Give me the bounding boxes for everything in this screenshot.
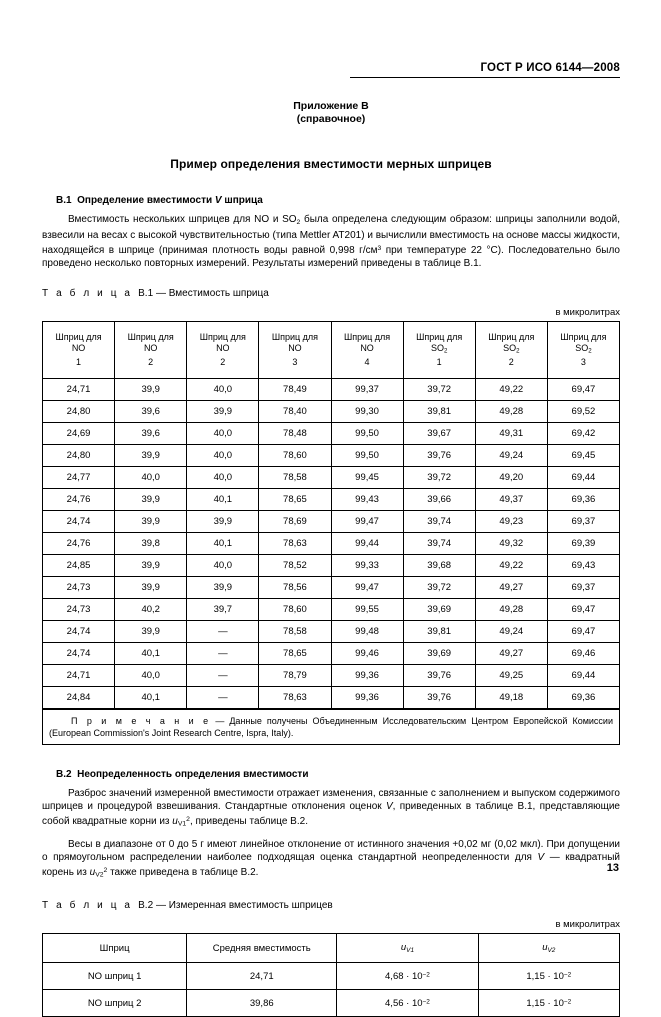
cell: 24,85 bbox=[43, 555, 115, 577]
cell: 39,9 bbox=[115, 555, 187, 577]
table-row bbox=[43, 687, 620, 709]
cell: 78,79 bbox=[259, 665, 331, 687]
cell: 24,80 bbox=[43, 445, 115, 467]
cell: 39,68 bbox=[403, 555, 475, 577]
cell-mean: 39,86 bbox=[187, 990, 337, 1017]
cell: 40,0 bbox=[187, 423, 259, 445]
cell: 78,40 bbox=[259, 401, 331, 423]
cell: 39,9 bbox=[115, 621, 187, 643]
col1-line1: Шприц для bbox=[127, 331, 174, 342]
cell: 39,72 bbox=[403, 577, 475, 599]
cell: 78,58 bbox=[259, 467, 331, 489]
col0-line3: 1 bbox=[76, 357, 82, 368]
section-b2-title: Неопределенность определения вместимости bbox=[77, 769, 309, 781]
table-b2-caption-text: — Измеренная вместимость шприцев bbox=[155, 900, 333, 912]
table-b1-col-2 bbox=[187, 322, 259, 379]
cell: 39,74 bbox=[403, 533, 475, 555]
table-b1-col-3 bbox=[259, 322, 331, 379]
cell: 39,76 bbox=[403, 665, 475, 687]
cell: 49,37 bbox=[475, 489, 547, 511]
cell: — bbox=[187, 687, 259, 709]
table-row bbox=[43, 665, 620, 687]
uv1-exponent: −2 bbox=[422, 997, 430, 1005]
cell: 39,6 bbox=[115, 423, 187, 445]
cell: 99,36 bbox=[331, 687, 403, 709]
table-b1-col-5 bbox=[403, 322, 475, 379]
cell: 49,25 bbox=[475, 665, 547, 687]
col4-line2 bbox=[332, 343, 403, 357]
cell: 78,63 bbox=[259, 687, 331, 709]
table-row bbox=[43, 401, 620, 423]
cell: 40,0 bbox=[187, 555, 259, 577]
cell-mean: 24,71 bbox=[187, 963, 337, 990]
table-b2-col-uv1 bbox=[337, 934, 478, 963]
cell: 39,69 bbox=[403, 599, 475, 621]
cell: 40,2 bbox=[115, 599, 187, 621]
cell: 99,37 bbox=[331, 379, 403, 401]
page-number: 13 bbox=[606, 862, 619, 874]
uv2-exponent: −2 bbox=[563, 997, 572, 1005]
cell: 69,46 bbox=[547, 643, 619, 665]
table-b2-caption-label: Т а б л и ц а bbox=[42, 900, 133, 912]
table-b2-caption-number: В.2 bbox=[138, 900, 154, 912]
table-row bbox=[43, 489, 620, 511]
cell: 39,9 bbox=[115, 511, 187, 533]
col6-line3: 2 bbox=[508, 357, 514, 368]
cell: 24,84 bbox=[43, 687, 115, 709]
cell-uv2 bbox=[478, 963, 619, 990]
table-row bbox=[43, 990, 620, 1017]
section-b1-symbol: V bbox=[214, 195, 222, 206]
cell: 39,9 bbox=[115, 577, 187, 599]
table-b1-caption-text: — Вместимость шприца bbox=[155, 288, 269, 300]
cell: 69,52 bbox=[547, 401, 619, 423]
uv2-mantissa: 1,15 · 10 bbox=[526, 997, 564, 1009]
b2-p2-sub2: V2 bbox=[95, 872, 104, 880]
cell: 39,8 bbox=[115, 533, 187, 555]
table-row bbox=[43, 577, 620, 599]
cell: 49,23 bbox=[475, 511, 547, 533]
header-divider bbox=[350, 77, 620, 78]
cell: 39,81 bbox=[403, 401, 475, 423]
cell: 39,69 bbox=[403, 643, 475, 665]
b2-p1-part2: , приведенных в таблице В.1, представляющие собой квадратные корни из bbox=[42, 801, 620, 828]
table-b1-col-7 bbox=[547, 322, 619, 379]
cell: 24,71 bbox=[43, 665, 115, 687]
cell: 39,66 bbox=[403, 489, 475, 511]
section-b2-heading bbox=[42, 769, 620, 780]
cell: 24,69 bbox=[43, 423, 115, 445]
table-b2-caption bbox=[42, 900, 620, 911]
cell: 99,30 bbox=[331, 401, 403, 423]
cell: 69,37 bbox=[547, 511, 619, 533]
page-content bbox=[42, 0, 620, 1017]
cell: 39,9 bbox=[115, 489, 187, 511]
table-row bbox=[43, 555, 620, 577]
cell: 39,76 bbox=[403, 445, 475, 467]
cell: 40,1 bbox=[115, 687, 187, 709]
cell: 78,65 bbox=[259, 489, 331, 511]
cell: 40,1 bbox=[187, 533, 259, 555]
table-b2-col-uv2 bbox=[478, 934, 619, 963]
cell: 49,24 bbox=[475, 621, 547, 643]
col4-line3: 4 bbox=[364, 357, 370, 368]
cell: 49,32 bbox=[475, 533, 547, 555]
section-b2-paragraph-1 bbox=[42, 787, 620, 831]
cell: 39,72 bbox=[403, 379, 475, 401]
cell: 49,22 bbox=[475, 555, 547, 577]
cell: 49,24 bbox=[475, 445, 547, 467]
cell: 69,44 bbox=[547, 665, 619, 687]
cell: 39,6 bbox=[115, 401, 187, 423]
uv1-mantissa: 4,56 · 10 bbox=[385, 997, 423, 1009]
cell: 40,0 bbox=[187, 379, 259, 401]
cell: 69,47 bbox=[547, 621, 619, 643]
col6-line2-text: SO bbox=[503, 343, 517, 353]
table-b2-header-row bbox=[43, 934, 620, 963]
table-b1-caption-label: Т а б л и ц а bbox=[42, 288, 133, 300]
table-b2-col-syringe: Шприц bbox=[43, 934, 187, 963]
table-row bbox=[43, 379, 620, 401]
table-row bbox=[43, 423, 620, 445]
cell: 24,74 bbox=[43, 511, 115, 533]
annex-subtitle: (справочное) bbox=[296, 113, 366, 125]
cell: 78,56 bbox=[259, 577, 331, 599]
b2-p2-part2: — квадратный корень из bbox=[42, 852, 620, 879]
table-b1-note bbox=[42, 709, 620, 745]
table-b1-caption-number: В.1 bbox=[138, 288, 154, 300]
table-row bbox=[43, 599, 620, 621]
cell: 40,1 bbox=[187, 489, 259, 511]
cell: 99,43 bbox=[331, 489, 403, 511]
cell-syringe: NO шприц 1 bbox=[43, 963, 187, 990]
cell-uv1 bbox=[337, 990, 478, 1017]
annex-title: Приложение В bbox=[293, 100, 369, 112]
note-label: П р и м е ч а н и е bbox=[71, 716, 211, 727]
table-b1-units: в микролитрах bbox=[555, 307, 620, 319]
cell: 99,47 bbox=[331, 511, 403, 533]
cell: — bbox=[187, 621, 259, 643]
col7-line3: 3 bbox=[580, 357, 586, 368]
col3-line3: 3 bbox=[292, 357, 298, 368]
cell: 40,1 bbox=[115, 643, 187, 665]
cell: 49,31 bbox=[475, 423, 547, 445]
uv2-subscript: V2 bbox=[547, 947, 556, 955]
cell: 99,46 bbox=[331, 643, 403, 665]
cell: 69,43 bbox=[547, 555, 619, 577]
uv2-symbol: u bbox=[542, 942, 548, 954]
table-b1-caption bbox=[42, 288, 620, 299]
uv1-exponent: −2 bbox=[422, 970, 430, 978]
col2-line2-text: NO bbox=[216, 343, 230, 353]
section-b2-number: В.2 bbox=[56, 769, 72, 781]
document-header bbox=[42, 0, 620, 74]
table-b2-head bbox=[43, 934, 620, 963]
table-row bbox=[43, 445, 620, 467]
b2-p2-sup2: 2 bbox=[103, 867, 108, 875]
cell: 99,44 bbox=[331, 533, 403, 555]
cell: 49,28 bbox=[475, 401, 547, 423]
b1-text-part3: при температуре 22 °С). Последовательно было проведено несколько повторных измерений. Результаты измерений приведены в таблице В.1. bbox=[42, 244, 620, 270]
cell-uv2 bbox=[478, 990, 619, 1017]
cell: 49,18 bbox=[475, 687, 547, 709]
cell: 69,44 bbox=[547, 467, 619, 489]
cell: 40,0 bbox=[115, 467, 187, 489]
cell: 99,47 bbox=[331, 577, 403, 599]
table-b1-col-6 bbox=[475, 322, 547, 379]
cell: 39,81 bbox=[403, 621, 475, 643]
page-title: Пример определения вместимости мерных шприцев bbox=[170, 157, 492, 171]
section-b2-paragraph-2 bbox=[42, 838, 620, 882]
col2-line2 bbox=[187, 343, 258, 357]
col0-line2 bbox=[43, 343, 114, 357]
cell: 39,67 bbox=[403, 423, 475, 445]
cell: 99,48 bbox=[331, 621, 403, 643]
cell: 99,45 bbox=[331, 467, 403, 489]
cell: 69,36 bbox=[547, 489, 619, 511]
b2-p1-sup2: 2 bbox=[186, 816, 190, 824]
cell: 49,27 bbox=[475, 577, 547, 599]
cell: 69,39 bbox=[547, 533, 619, 555]
annex-heading bbox=[42, 100, 620, 126]
b2-p2-part3: также приведена в таблице В.2. bbox=[107, 867, 259, 879]
section-b1-heading bbox=[42, 195, 620, 206]
cell-syringe: NO шприц 2 bbox=[43, 990, 187, 1017]
cell: 78,60 bbox=[259, 445, 331, 467]
section-b1-title: Определение вместимости bbox=[77, 195, 213, 206]
col0-line1: Шприц для bbox=[55, 331, 102, 342]
cell: 39,72 bbox=[403, 467, 475, 489]
cell: 78,58 bbox=[259, 621, 331, 643]
cell: 99,33 bbox=[331, 555, 403, 577]
cell: 39,9 bbox=[187, 511, 259, 533]
cell: 69,42 bbox=[547, 423, 619, 445]
col1-line2-text: NO bbox=[143, 343, 158, 353]
b2-p1-part3: , приведены таблице В.2. bbox=[189, 816, 308, 828]
cell: 49,20 bbox=[475, 467, 547, 489]
col6-line1: Шприц для bbox=[488, 331, 535, 342]
cell-uv1 bbox=[337, 963, 478, 990]
cell: 78,63 bbox=[259, 533, 331, 555]
col3-line1: Шприц для bbox=[271, 331, 319, 342]
section-b1-paragraph bbox=[42, 213, 620, 270]
cell: 39,76 bbox=[403, 687, 475, 709]
cell: 69,47 bbox=[547, 599, 619, 621]
table-b2-body bbox=[43, 963, 620, 1017]
cell: — bbox=[187, 643, 259, 665]
cell: 39,9 bbox=[115, 445, 187, 467]
table-row bbox=[43, 467, 620, 489]
table-row bbox=[43, 963, 620, 990]
col5-line2 bbox=[404, 343, 475, 357]
cell: 69,36 bbox=[547, 687, 619, 709]
col6-line2 bbox=[476, 343, 547, 357]
col3-line2-text: NO bbox=[288, 343, 302, 353]
table-b1-col-4 bbox=[331, 322, 403, 379]
table-b1-col-0 bbox=[43, 322, 115, 379]
cell: 24,73 bbox=[43, 599, 115, 621]
b1-text-part1: Вместимость нескольких шприцев для NO и SO bbox=[68, 214, 297, 225]
col5-line3: 1 bbox=[436, 357, 442, 368]
table-b1-head bbox=[43, 322, 620, 379]
cell: 24,74 bbox=[43, 643, 115, 665]
table-row bbox=[43, 511, 620, 533]
table-b2 bbox=[42, 933, 620, 1017]
cell: 78,52 bbox=[259, 555, 331, 577]
cell: 39,7 bbox=[187, 599, 259, 621]
uv1-subscript: V1 bbox=[406, 947, 415, 955]
standard-id: ГОСТ Р ИСО 6144—2008 bbox=[480, 62, 620, 74]
b2-p1-italic2: u bbox=[172, 816, 178, 828]
col5-line1: Шприц для bbox=[416, 331, 463, 342]
cell: 78,48 bbox=[259, 423, 331, 445]
cell: 49,28 bbox=[475, 599, 547, 621]
col6-line2-sub: 2 bbox=[516, 347, 520, 355]
col7-line2 bbox=[548, 343, 619, 357]
cell: 24,76 bbox=[43, 489, 115, 511]
cell: 39,9 bbox=[115, 379, 187, 401]
cell: 39,9 bbox=[187, 401, 259, 423]
cell: 40,0 bbox=[187, 467, 259, 489]
uv2-mantissa: 1,15 · 10 bbox=[526, 970, 564, 982]
col1-line3: 2 bbox=[148, 357, 154, 368]
table-row bbox=[43, 643, 620, 665]
b2-p2-italic1: V bbox=[537, 852, 545, 864]
cell: 99,55 bbox=[331, 599, 403, 621]
cell: 24,80 bbox=[43, 401, 115, 423]
cell: 49,22 bbox=[475, 379, 547, 401]
col0-line2-text: NO bbox=[71, 343, 86, 353]
uv1-mantissa: 4,68 · 10 bbox=[385, 970, 423, 982]
cell: 40,0 bbox=[187, 445, 259, 467]
cell: 24,71 bbox=[43, 379, 115, 401]
col7-line2-sub: 2 bbox=[588, 347, 592, 355]
note-text: — Данные получены Объединенным Исследовательским Центром Европейской Комиссии (European Commission's Joint Research Centre, Ispra, Italy). bbox=[49, 716, 613, 739]
col2-line1: Шприц для bbox=[199, 331, 246, 342]
col5-line2-text: SO bbox=[430, 343, 444, 353]
cell: 78,60 bbox=[259, 599, 331, 621]
col7-line1: Шприц для bbox=[560, 331, 607, 342]
table-row bbox=[43, 533, 620, 555]
cell: 99,50 bbox=[331, 423, 403, 445]
cell: 78,49 bbox=[259, 379, 331, 401]
b1-text-part2: была определена следующим образом: шприцы заполнили водой, взвесили на весах с высокой чувствительностью (типа Mettler AT201) и вычислили вместимость на основе массы жидкости, находящейся в шприце (принимая плотность воды равной 0,998 г/см bbox=[42, 214, 620, 256]
cell: 69,47 bbox=[547, 379, 619, 401]
cell: 78,65 bbox=[259, 643, 331, 665]
b2-p1-italic1: V bbox=[385, 801, 393, 813]
b2-p2-italic2: u bbox=[89, 867, 96, 879]
cell: 78,69 bbox=[259, 511, 331, 533]
cell: — bbox=[187, 665, 259, 687]
cell: 69,37 bbox=[547, 577, 619, 599]
cell: 24,74 bbox=[43, 621, 115, 643]
cell: 39,74 bbox=[403, 511, 475, 533]
cell: 99,50 bbox=[331, 445, 403, 467]
section-b1-number: В.1 bbox=[56, 195, 72, 206]
col2-line3: 2 bbox=[220, 357, 226, 368]
cell: 24,77 bbox=[43, 467, 115, 489]
cell: 69,45 bbox=[547, 445, 619, 467]
cell: 99,36 bbox=[331, 665, 403, 687]
cell: 39,9 bbox=[187, 577, 259, 599]
cell: 24,76 bbox=[43, 533, 115, 555]
cell: 24,73 bbox=[43, 577, 115, 599]
col4-line2-text: NO bbox=[360, 343, 374, 353]
b2-p2-part1: Весы в диапазоне от 0 до 5 г имеют линейное отклонение от истинного значения +0,02 мг (0,02 мкл). При допущении о прямоугольном распределении наиболее подходящая оценка стандартной неопределенности для bbox=[42, 839, 620, 864]
table-b1-body bbox=[43, 379, 620, 709]
b1-sup-1: 3 bbox=[377, 245, 382, 253]
cell: 40,0 bbox=[115, 665, 187, 687]
b2-p1-part1: Разброс значений измеренной вместимости отражает изменения, связанные с заполнением и выпуском содержимого шприцев и процедурой взвешивания. Стандартные отклонения оценок bbox=[42, 788, 620, 813]
uv1-symbol: u bbox=[400, 942, 407, 954]
table-b2-col-mean: Средняя вместимость bbox=[187, 934, 337, 963]
section-b1-title-tail: шприца bbox=[224, 195, 263, 206]
table-b1-header-row bbox=[43, 322, 620, 379]
col4-line1: Шприц для bbox=[343, 331, 391, 342]
col3-line2 bbox=[259, 343, 330, 357]
col7-line2-text: SO bbox=[575, 343, 589, 353]
table-row bbox=[43, 621, 620, 643]
b1-sub-1: 2 bbox=[296, 218, 301, 226]
table-b1-col-1 bbox=[115, 322, 187, 379]
table-b1 bbox=[42, 321, 620, 709]
b2-p1-sub2: V1 bbox=[177, 821, 187, 829]
cell: 49,27 bbox=[475, 643, 547, 665]
uv2-exponent: −2 bbox=[563, 970, 572, 978]
col1-line2 bbox=[115, 343, 186, 357]
table-b2-units: в микролитрах bbox=[555, 919, 620, 931]
col5-line2-sub: 2 bbox=[443, 347, 448, 355]
